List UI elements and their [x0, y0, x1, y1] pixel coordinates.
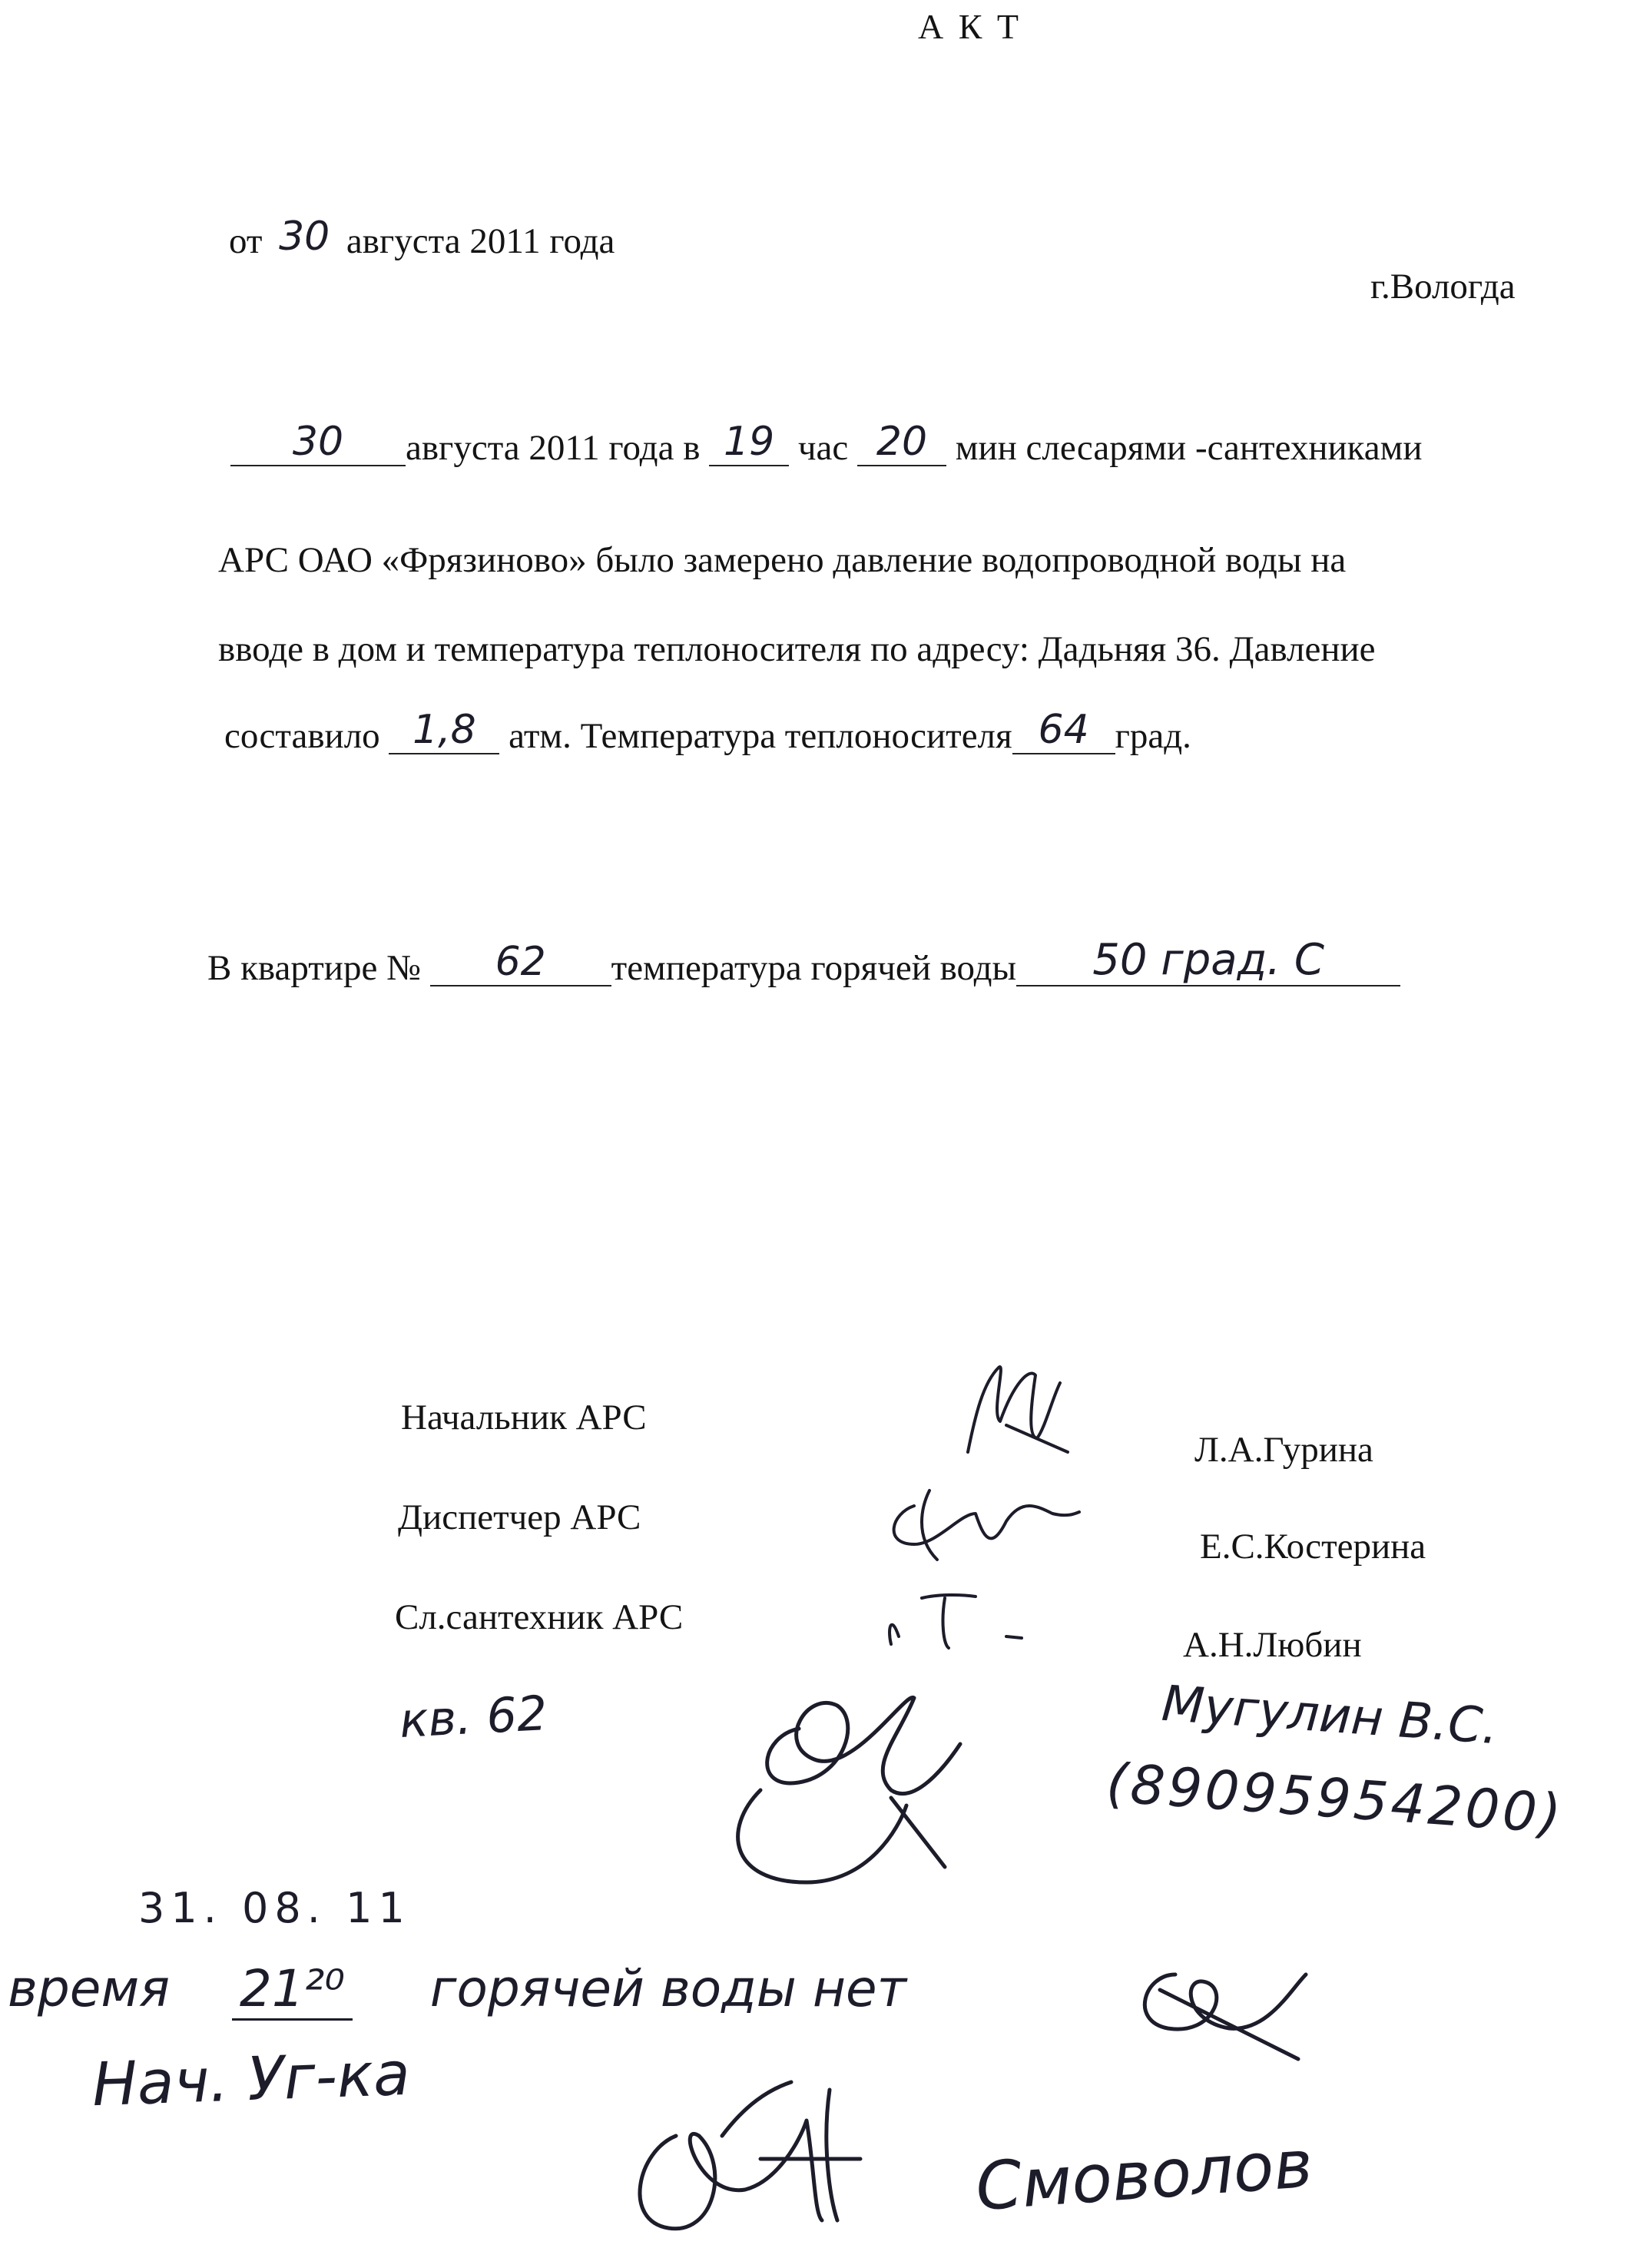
body-hour-field: [709, 419, 789, 466]
signature-dispatcher: [868, 1460, 1083, 1575]
body-text-deg: град.: [1115, 716, 1191, 756]
body-minute-field: [857, 419, 946, 466]
coolant-temp-value: 64: [1038, 707, 1089, 753]
apartment-text: температура горячей воды: [611, 948, 1017, 988]
hot-water-temp-field: [1016, 935, 1400, 986]
body-text-pressure: составило: [224, 716, 380, 756]
body-day-value: 30: [292, 419, 344, 465]
resident-signature: [714, 1675, 1006, 1921]
date-day-value: 30: [279, 214, 330, 260]
handwritten-resident-phone: (89095954200): [1104, 1751, 1566, 1846]
signature-head-of-ars: [945, 1352, 1075, 1467]
signatory-role-1: Начальник АРС: [401, 1398, 647, 1437]
date-suffix: августа 2011 года: [346, 221, 615, 261]
body-line-4: [224, 707, 1191, 756]
handwritten-time-line: [8, 1959, 906, 2021]
official-signature: [607, 2044, 929, 2251]
body-minute-value: 20: [876, 419, 928, 465]
document-title: А К Т: [918, 7, 1022, 46]
body-text-min: мин слесарями -сантехниками: [955, 428, 1423, 468]
hot-water-temp-value: 50 град. С: [1092, 935, 1324, 985]
signatory-name-3: А.Н.Любин: [1183, 1625, 1362, 1665]
coolant-temp-field: [1012, 707, 1115, 754]
signatory-name-1: Л.А.Гурина: [1194, 1430, 1373, 1470]
apartment-label: В квартире №: [207, 948, 421, 988]
date-prefix: от: [229, 221, 263, 261]
signatory-role-2: Диспетчер АРС: [398, 1497, 641, 1537]
body-hour-value: 19: [724, 419, 775, 465]
pressure-value: 1,8: [412, 707, 476, 753]
body-line-1: [230, 419, 1423, 468]
handwritten-official: Нач. Уг-ка: [91, 2039, 412, 2120]
body-line-2: АРС ОАО «Фрязиново» было замерено давление водопроводной воды на: [218, 540, 1347, 580]
handwritten-apartment-note: кв. 62: [398, 1685, 549, 1749]
body-text-hour: час: [797, 428, 849, 468]
pressure-field: [389, 707, 499, 754]
handwritten-resident-name: Мугулин В.С.: [1159, 1675, 1500, 1756]
handwritten-date: 31. 08. 11: [138, 1884, 411, 1932]
body-text-atm: атм. Температура теплоносителя: [509, 716, 1012, 756]
signatory-name-2: Е.С.Костерина: [1200, 1527, 1426, 1567]
body-text-1: августа 2011 года в: [406, 428, 701, 468]
handwritten-time-prefix: время: [8, 1959, 170, 2018]
date-day-field: [271, 214, 337, 260]
note-signature: [1114, 1944, 1344, 2067]
handwritten-official-name: Смоволов: [973, 2125, 1316, 2227]
handwritten-time: 21²⁰: [232, 1959, 353, 2021]
apartment-number-field: [430, 939, 611, 986]
signatory-role-3: Сл.сантехник АРС: [395, 1597, 684, 1637]
handwritten-note: горячей воды нет: [429, 1959, 907, 2018]
document-date: [229, 214, 615, 261]
city: г.Вологда: [1370, 267, 1516, 307]
apartment-number-value: 62: [495, 939, 546, 985]
body-day-field: [230, 419, 406, 466]
signature-plumber: [876, 1583, 1029, 1652]
body-line-3: вводе в дом и температура теплоносителя по адресу: Дадьняя 36. Давление: [218, 629, 1376, 669]
apartment-line: [207, 935, 1400, 988]
